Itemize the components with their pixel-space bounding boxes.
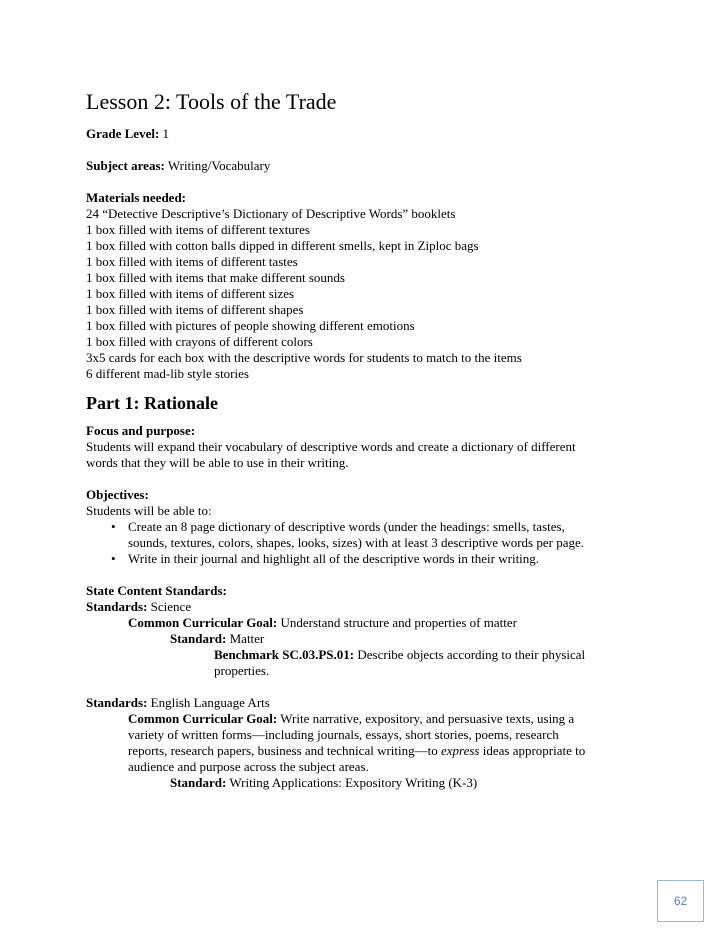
- objectives-intro: Students will be able to:: [86, 503, 212, 518]
- objectives-label: Objectives:: [86, 487, 149, 502]
- ela-goal-emphasis: express: [440, 743, 480, 758]
- science-benchmark-value: Describe objects according to their physical: [357, 647, 586, 662]
- science-standards-value: Science: [150, 599, 192, 614]
- subject-areas: [86, 158, 646, 174]
- objectives-list: [86, 519, 646, 567]
- materials-item: 1 box filled with crayons of different colors: [86, 334, 313, 349]
- ela-standard: [86, 775, 646, 791]
- science-standard-value: Matter: [229, 631, 265, 646]
- objective-line: Write in their journal and highlight all of the descriptive words in their writing.: [128, 551, 540, 566]
- ela-goal-line1: Write narrative, expository, and persuasive texts, using a: [280, 711, 575, 726]
- science-benchmark-label: Benchmark SC.03.PS.01:: [214, 647, 355, 662]
- ela-standards-value: English Language Arts: [150, 695, 270, 710]
- subject-areas-label: Subject areas:: [86, 158, 165, 173]
- ela-standards: [86, 695, 646, 711]
- focus-text-line: Students will expand their vocabulary of descriptive words and create a dictionary of different: [86, 439, 576, 454]
- science-standard-label: Standard:: [170, 631, 227, 646]
- ela-standards-label: Standards:: [86, 695, 148, 710]
- grade-level-value: 1: [162, 126, 170, 141]
- ela-goal-line3-post: ideas appropriate to: [479, 743, 586, 758]
- ela-goal-label: Common Curricular Goal:: [128, 711, 278, 726]
- materials-item: 1 box filled with pictures of people showing different emotions: [86, 318, 415, 333]
- materials-item: 1 box filled with items that make different sounds: [86, 270, 345, 285]
- objective-line: sounds, textures, colors, shapes, looks, sizes) with at least 3 descriptive words per page.: [128, 535, 584, 550]
- standards-label: State Content Standards:: [86, 583, 227, 598]
- subject-areas-value: Writing/Vocabulary: [167, 158, 271, 173]
- materials-item: 24 “Detective Descriptive’s Dictionary of Descriptive Words” booklets: [86, 206, 456, 221]
- science-standards: [86, 599, 646, 615]
- materials-item: 1 box filled with items of different tastes: [86, 254, 298, 269]
- materials-item: 1 box filled with cotton balls dipped in different smells, kept in Ziploc bags: [86, 238, 479, 253]
- science-benchmark-cont: properties.: [214, 663, 270, 678]
- grade-level-label: Grade Level:: [86, 126, 160, 141]
- science-standards-label: Standards:: [86, 599, 148, 614]
- bullet-icon: •: [111, 551, 116, 566]
- ela-goal-line3: [86, 743, 646, 759]
- part1-heading: Part 1: Rationale: [86, 393, 218, 413]
- ela-standard-value: Writing Applications: Expository Writing (K-3): [229, 775, 478, 790]
- ela-goal-line4: audience and purpose across the subject areas.: [128, 759, 369, 774]
- materials-item: 1 box filled with items of different textures: [86, 222, 310, 237]
- objective-line: Create an 8 page dictionary of descriptive words (under the headings: smells, tastes,: [128, 519, 565, 534]
- science-goal-label: Common Curricular Goal:: [128, 615, 278, 630]
- objective-item: [86, 519, 646, 551]
- materials-label: Materials needed:: [86, 190, 187, 205]
- objective-item: [86, 551, 646, 567]
- materials-item: 1 box filled with items of different shapes: [86, 302, 304, 317]
- lesson-content: [86, 88, 646, 791]
- ela-goal: [86, 711, 646, 727]
- grade-level: [86, 126, 646, 142]
- ela-standard-label: Standard:: [170, 775, 227, 790]
- materials-item: 3x5 cards for each box with the descriptive words for students to match to the items: [86, 350, 522, 365]
- ela-goal-line3-pre: reports, research papers, business and technical writing—to: [128, 743, 441, 758]
- science-goal-value: Understand structure and properties of matter: [280, 615, 517, 630]
- materials-item: 6 different mad-lib style stories: [86, 366, 249, 381]
- science-benchmark: [86, 647, 646, 663]
- materials-list: [86, 206, 646, 382]
- ela-goal-line2: variety of written forms—including journals, essays, short stories, poems, research: [128, 727, 559, 742]
- lesson-title: Lesson 2: Tools of the Trade: [86, 89, 337, 114]
- materials-item: 1 box filled with items of different sizes: [86, 286, 295, 301]
- bullet-icon: •: [111, 519, 116, 534]
- science-goal: [86, 615, 646, 631]
- focus-label: Focus and purpose:: [86, 423, 196, 438]
- page-number: 62: [657, 880, 704, 922]
- science-standard: [86, 631, 646, 647]
- focus-text-line: words that they will be able to use in their writing.: [86, 455, 349, 470]
